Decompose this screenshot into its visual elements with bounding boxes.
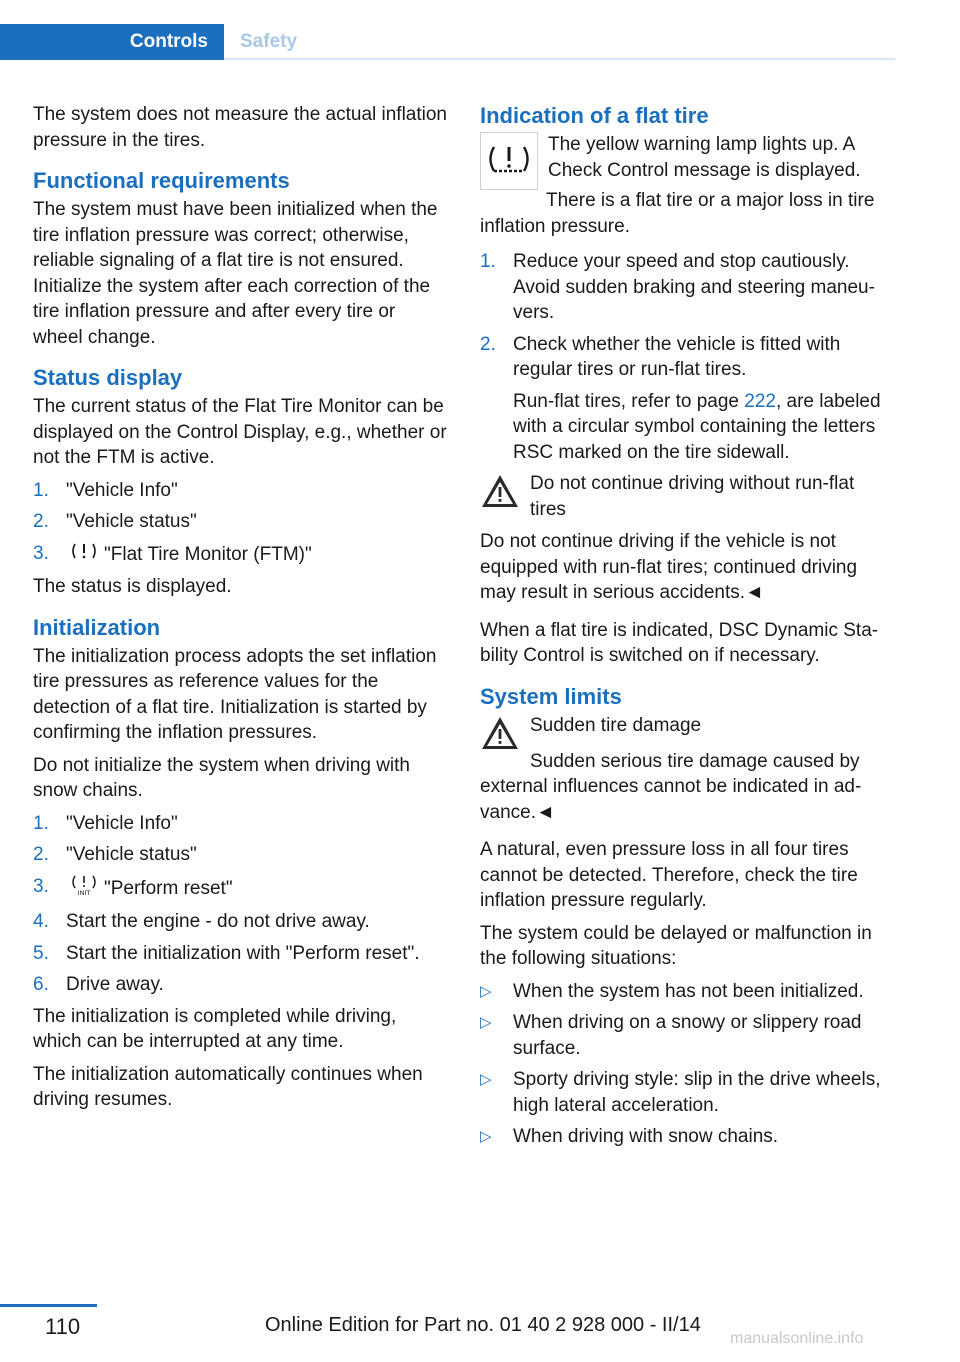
step-number: 3. xyxy=(33,542,49,564)
svg-text:INIT: INIT xyxy=(77,888,91,896)
step-text: Drive away. xyxy=(66,974,164,995)
list-text: When driving with snow chains. xyxy=(513,1126,779,1147)
runflat-text-after: , are labeled with a circular symbol containing the letters RSC marked on the tire sidewall. xyxy=(513,390,881,463)
runflat-text-before: Run-flat tires, refer to page xyxy=(513,390,745,412)
step-text: Start the initialization with "Perform reset". xyxy=(66,942,420,964)
list-item xyxy=(33,941,447,967)
bullet-arrow-icon: ▷ xyxy=(480,1071,492,1088)
init-paragraph-1: The initialization process adopts the set inflation tire pressures as reference values for the detection of a flat tire. Initialization is started by confirming the inflation pressures. xyxy=(33,645,437,743)
status-steps xyxy=(33,478,447,569)
list-item xyxy=(33,478,447,504)
init-paragraph-3: The initialization is completed while driving, which can be interrupted at any time. xyxy=(33,1005,397,1052)
init-paragraph-2: Do not initialize the system when driving with snow chains. xyxy=(33,754,411,801)
section-tabs xyxy=(0,24,895,62)
functional-paragraph: The system must have been initialized when the tire inflation pressure was correct; otherwise, reliable signaling of a flat tire is not ensured. Initialize the system after each correction of the tire inflation pressure and after every tire or wheel change. xyxy=(33,199,438,348)
intro-paragraph: The system does not measure the actual inflation pressure in the tires. xyxy=(33,104,448,151)
flat-tire-indicator-block xyxy=(480,132,895,190)
list-item xyxy=(480,1124,895,1150)
step-text: "Flat Tire Monitor (FTM)" xyxy=(104,543,312,565)
step-number: 3. xyxy=(33,875,49,897)
list-item xyxy=(480,249,895,326)
step-number: 5. xyxy=(33,942,49,964)
heading-system-limits: System limits xyxy=(480,683,622,709)
warning-body-damage: Sudden serious tire damage caused by external influences cannot be indicated in advance.◄ xyxy=(480,750,862,823)
list-item xyxy=(480,332,895,466)
page-number: 110 xyxy=(45,1314,81,1339)
init-steps xyxy=(33,811,447,998)
tab-divider xyxy=(224,58,895,60)
step-number: 1. xyxy=(33,479,49,501)
tab-controls[interactable]: Controls xyxy=(0,24,224,60)
page-reference-link[interactable]: 222 xyxy=(744,390,776,412)
step-text: "Vehicle Info" xyxy=(66,479,178,501)
list-item xyxy=(33,541,447,569)
tire-init-icon xyxy=(70,874,98,904)
heading-status-display: Status display xyxy=(33,365,183,390)
flat-paragraph-1: The yellow warning lamp lights up. A Check Control message is displayed. xyxy=(548,134,861,181)
init-paragraph-4: The initialization automatically continues when driving resumes. xyxy=(33,1063,423,1110)
step-number: 2. xyxy=(33,511,49,532)
watermark: manualsonline.info xyxy=(730,1330,864,1347)
warning-block-runflat xyxy=(480,471,895,522)
status-paragraph: The current status of the Flat Tire Monitor can be displayed on the Control Display, e.g., whether or not the FTM is active. xyxy=(33,396,447,468)
right-column xyxy=(480,102,895,1156)
footer-rule xyxy=(0,1304,97,1307)
step-number: 2. xyxy=(480,333,496,355)
flat-steps xyxy=(480,249,895,465)
runflat-paragraph xyxy=(513,389,895,466)
tab-safety[interactable]: Safety xyxy=(240,31,298,52)
status-displayed-paragraph: The status is displayed. xyxy=(33,576,232,597)
list-text: Sporty driving style: slip in the drive wheels, high lateral acceleration. xyxy=(513,1069,881,1116)
step-text: "Perform reset" xyxy=(104,877,233,899)
edition-footer: Online Edition for Part no. 01 40 2 928 000 - II/14 xyxy=(265,1314,701,1336)
dsc-paragraph: When a flat tire is indicated, DSC Dynamic Stability Control is switched on if necessary. xyxy=(480,619,879,666)
list-text: When driving on a snowy or slippery road surface. xyxy=(513,1012,862,1059)
list-item xyxy=(33,509,447,535)
list-item xyxy=(33,842,447,868)
step-text: "Vehicle status" xyxy=(66,844,197,865)
step-number: 4. xyxy=(33,911,49,932)
warning-title: Do not continue driving without run-flat tires xyxy=(530,473,855,520)
list-item xyxy=(33,874,447,904)
warning-title-text: Sudden tire damage xyxy=(530,714,702,736)
list-item xyxy=(480,979,895,1005)
step-text: "Vehicle Info" xyxy=(66,812,178,834)
step-number: 2. xyxy=(33,844,49,865)
flat-paragraph-2: There is a flat tire or a major loss in tire inflation pressure. xyxy=(480,190,875,237)
step-number: 1. xyxy=(480,251,496,272)
tire-warning-icon xyxy=(70,541,98,569)
flat-tire-text xyxy=(548,132,895,190)
tire-pressure-warning-icon xyxy=(480,132,538,190)
step-number: 1. xyxy=(33,812,49,834)
heading-flat-tire: Indication of a flat tire xyxy=(480,103,709,128)
step-number: 6. xyxy=(33,974,49,995)
list-item xyxy=(33,972,447,998)
bullet-arrow-icon: ▷ xyxy=(480,982,492,1000)
limit-list xyxy=(480,979,895,1150)
bullet-arrow-icon: ▷ xyxy=(480,1128,492,1145)
step-text: Start the engine - do not drive away. xyxy=(66,911,370,932)
heading-functional-requirements: Functional requirements xyxy=(33,168,290,193)
list-text: When the system has not been initialized. xyxy=(513,980,864,1002)
step-text: "Vehicle status" xyxy=(66,511,197,532)
step-text: Check whether the vehicle is fitted with regular tires or run-flat tires. xyxy=(513,333,841,380)
list-item xyxy=(480,1067,895,1118)
heading-initialization: Initialization xyxy=(33,614,161,640)
step-text: Reduce your speed and stop cautiously. Avoid sudden braking and steering maneuvers. xyxy=(513,251,875,323)
warning-triangle-icon xyxy=(480,473,520,513)
list-item xyxy=(480,1010,895,1061)
warning-body-runflat: Do not continue driving if the vehicle is not equipped with run-flat tires; continued driving may result in serious accidents.◄ xyxy=(480,531,858,603)
bullet-arrow-icon: ▷ xyxy=(480,1014,492,1031)
list-item xyxy=(33,909,447,935)
left-column xyxy=(33,102,447,1120)
limits-paragraph-2: The system could be delayed or malfunction in the following situations: xyxy=(480,922,872,969)
list-item xyxy=(33,811,447,837)
limits-paragraph-1: A natural, even pressure loss in all four tires cannot be detected. Therefore, check the tire inflation pressure regularly. xyxy=(480,839,858,911)
warning-triangle-icon xyxy=(480,715,520,755)
